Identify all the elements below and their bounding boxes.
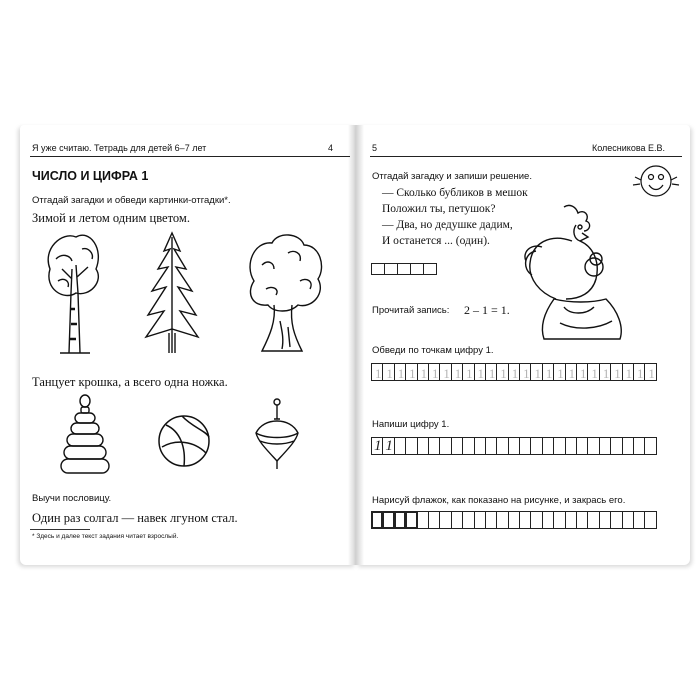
write-label: Напиши цифру 1. [372, 419, 450, 430]
dotted-digit: 1 [523, 366, 530, 381]
grid-cell[interactable] [644, 511, 656, 529]
header-rule [370, 156, 682, 157]
grid-cell[interactable] [423, 263, 437, 275]
write-grid[interactable] [372, 437, 657, 455]
page-title: ЧИСЛО И ЦИФРА 1 [32, 169, 149, 183]
spinning-top-icon [250, 397, 304, 471]
dotted-digit: 1 [488, 366, 496, 381]
ball-icon [156, 413, 212, 469]
dotted-digit: 1 [591, 366, 598, 381]
dotted-digit: 1 [500, 366, 507, 381]
footnote-rule [30, 529, 90, 530]
rooster-icon [520, 203, 640, 353]
dotted-digit: 1 [431, 366, 439, 381]
dotted-digit: 1 [568, 366, 576, 381]
sample-digit: 1 [385, 438, 393, 454]
smiley-sun-icon [630, 161, 682, 201]
page-number: 4 [328, 143, 334, 153]
equation: 2 – 1 = 1. [464, 303, 510, 317]
riddle-1: Зимой и летом одним цветом. [32, 211, 190, 225]
dotted-digit: 1 [420, 366, 428, 381]
oak-tree-icon [244, 231, 324, 359]
poem-line-3: — Два, но дедушке дадим, [382, 219, 513, 231]
dotted-digit: 1 [636, 366, 644, 381]
grid-cell[interactable] [384, 263, 398, 275]
instruction: Отгадай загадки и обведи картинки-отгадки*. [32, 195, 231, 206]
grid-cell[interactable] [397, 263, 411, 275]
grid-cell[interactable] [644, 437, 656, 455]
dotted-digit: 1 [614, 366, 621, 381]
sample-digit: 1 [374, 438, 382, 454]
dotted-digit: 1 [511, 366, 519, 381]
dotted-digit: 1 [580, 366, 587, 381]
dotted-digit: 1 [602, 366, 610, 381]
footnote: * Здесь и далее текст задания читает взрослый. [32, 533, 179, 540]
dotted-digit: 1 [397, 366, 405, 381]
poem-line-2: Положил ты, петушок? [382, 203, 496, 215]
grid-cell[interactable] [410, 263, 424, 275]
header-rule [30, 156, 350, 157]
grid-cell[interactable] [644, 363, 656, 381]
flag-label: Нарисуй флажок, как показано на рисунке, и закрась его. [372, 495, 626, 506]
fir-tree-icon [142, 229, 202, 359]
dotted-digit: 1 [443, 366, 450, 381]
author: Колесникова Е.В. [592, 143, 666, 153]
birch-tree-icon [42, 229, 104, 359]
proverb: Один раз солгал — навек лгуном стал. [32, 511, 238, 525]
dotted-digit: 1 [409, 366, 416, 381]
dotted-digit: 1 [454, 366, 462, 381]
page-header: Я уже считаю. Тетрадь для детей 6–7 лет [32, 143, 207, 153]
proverb-label: Выучи пословицу. [32, 493, 112, 504]
answer-grid[interactable] [372, 263, 437, 275]
right-page [356, 125, 690, 565]
task-1: Отгадай загадку и запиши решение. [372, 171, 532, 182]
poem-line-4: И останется ... (один). [382, 235, 490, 247]
book-spine [348, 125, 364, 565]
dotted-digit: 1 [625, 366, 633, 381]
dotted-digit: 1 [477, 366, 485, 381]
dotted-digit: 1 [375, 366, 382, 381]
riddle-2: Танцует крошка, а всего одна ножка. [32, 375, 228, 389]
grid-cell[interactable] [371, 263, 385, 275]
dotted-digit: 1 [557, 366, 564, 381]
dotted-digit: 1 [386, 366, 393, 381]
trace-grid[interactable] [372, 363, 657, 381]
workbook-spread [20, 125, 680, 565]
read-label: Прочитай запись: [372, 305, 450, 316]
poem-line-1: — Сколько бубликов в мешок [382, 187, 528, 199]
pyramid-toy-icon [60, 393, 110, 477]
dotted-digit: 1 [648, 366, 655, 381]
page-number: 5 [372, 143, 378, 153]
left-page [20, 125, 356, 565]
dotted-digit: 1 [466, 366, 473, 381]
dotted-digit: 1 [534, 366, 541, 381]
flag-grid[interactable] [372, 511, 657, 529]
trace-label: Обведи по точкам цифру 1. [372, 345, 494, 356]
dotted-digit: 1 [545, 366, 553, 381]
